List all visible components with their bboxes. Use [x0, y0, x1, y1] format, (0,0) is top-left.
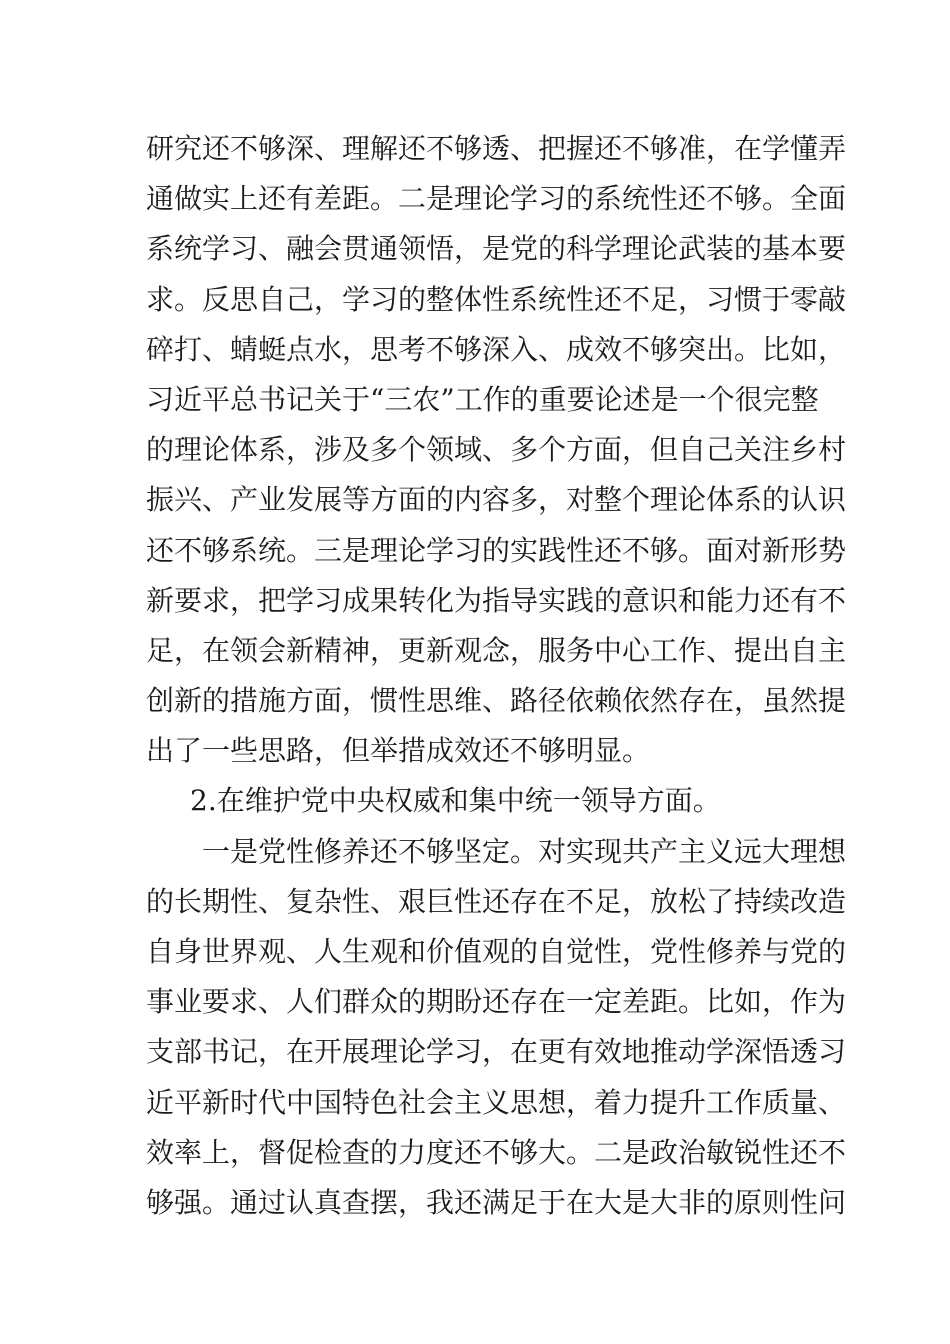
document-body: [146, 124, 847, 1228]
text-line: 求。反思自己，学习的整体性系统性还不足，习惯于零敲: [146, 282, 847, 316]
text-line: 的长期性、复杂性、艰巨性还存在不足，放松了持续改造: [146, 884, 847, 918]
text-line: 事业要求、人们群众的期盼还存在一定差距。比如，作为: [146, 985, 847, 1019]
text-line: 自身世界观、人生观和价值观的自觉性，党性修养与党的: [146, 935, 847, 968]
text-line: 出了一些思路，但举措成效还不够明显。: [146, 734, 651, 768]
text-line: 近平新时代中国特色社会主义思想，着力提升工作质量、: [146, 1085, 847, 1119]
section-heading: 2.在维护党中央权威和集中统一领导方面。: [190, 784, 721, 818]
text-line: 的理论体系，涉及多个领域、多个方面，但自己关注乡村: [146, 433, 847, 467]
text-line: 支部书记，在开展理论学习，在更有效地推动学深悟透习: [146, 1035, 847, 1069]
text-line: 新要求，把学习成果转化为指导实践的意识和能力还有不: [146, 583, 847, 617]
text-line: 一是党性修养还不够坚定。对实现共产主义远大理想: [202, 834, 847, 868]
text-line: 习近平总书记关于“三农”工作的重要论述是一个很完整: [146, 382, 819, 416]
text-line: 效率上，督促检查的力度还不够大。二是政治敏锐性还不: [146, 1135, 847, 1169]
text-line: 通做实上还有差距。二是理论学习的系统性还不够。全面: [146, 182, 847, 216]
text-line: 还不够系统。三是理论学习的实践性还不够。面对新形势: [146, 533, 847, 567]
text-line: 碎打、蜻蜓点水，思考不够深入、成效不够突出。比如，: [146, 332, 847, 366]
text-line: 够强。通过认真查摆，我还满足于在大是大非的原则性问: [146, 1185, 847, 1219]
text-line: 足，在领会新精神，更新观念，服务中心工作、提出自主: [146, 633, 847, 667]
text-line: 创新的措施方面，惯性思维、路径依赖依然存在，虽然提: [146, 684, 847, 718]
text-line: 研究还不够深、理解还不够透、把握还不够准，在学懂弄: [146, 132, 847, 165]
text-line: 系统学习、融会贯通领悟，是党的科学理论武装的基本要: [146, 232, 847, 266]
text-line: 振兴、产业发展等方面的内容多，对整个理论体系的认识: [146, 483, 847, 517]
